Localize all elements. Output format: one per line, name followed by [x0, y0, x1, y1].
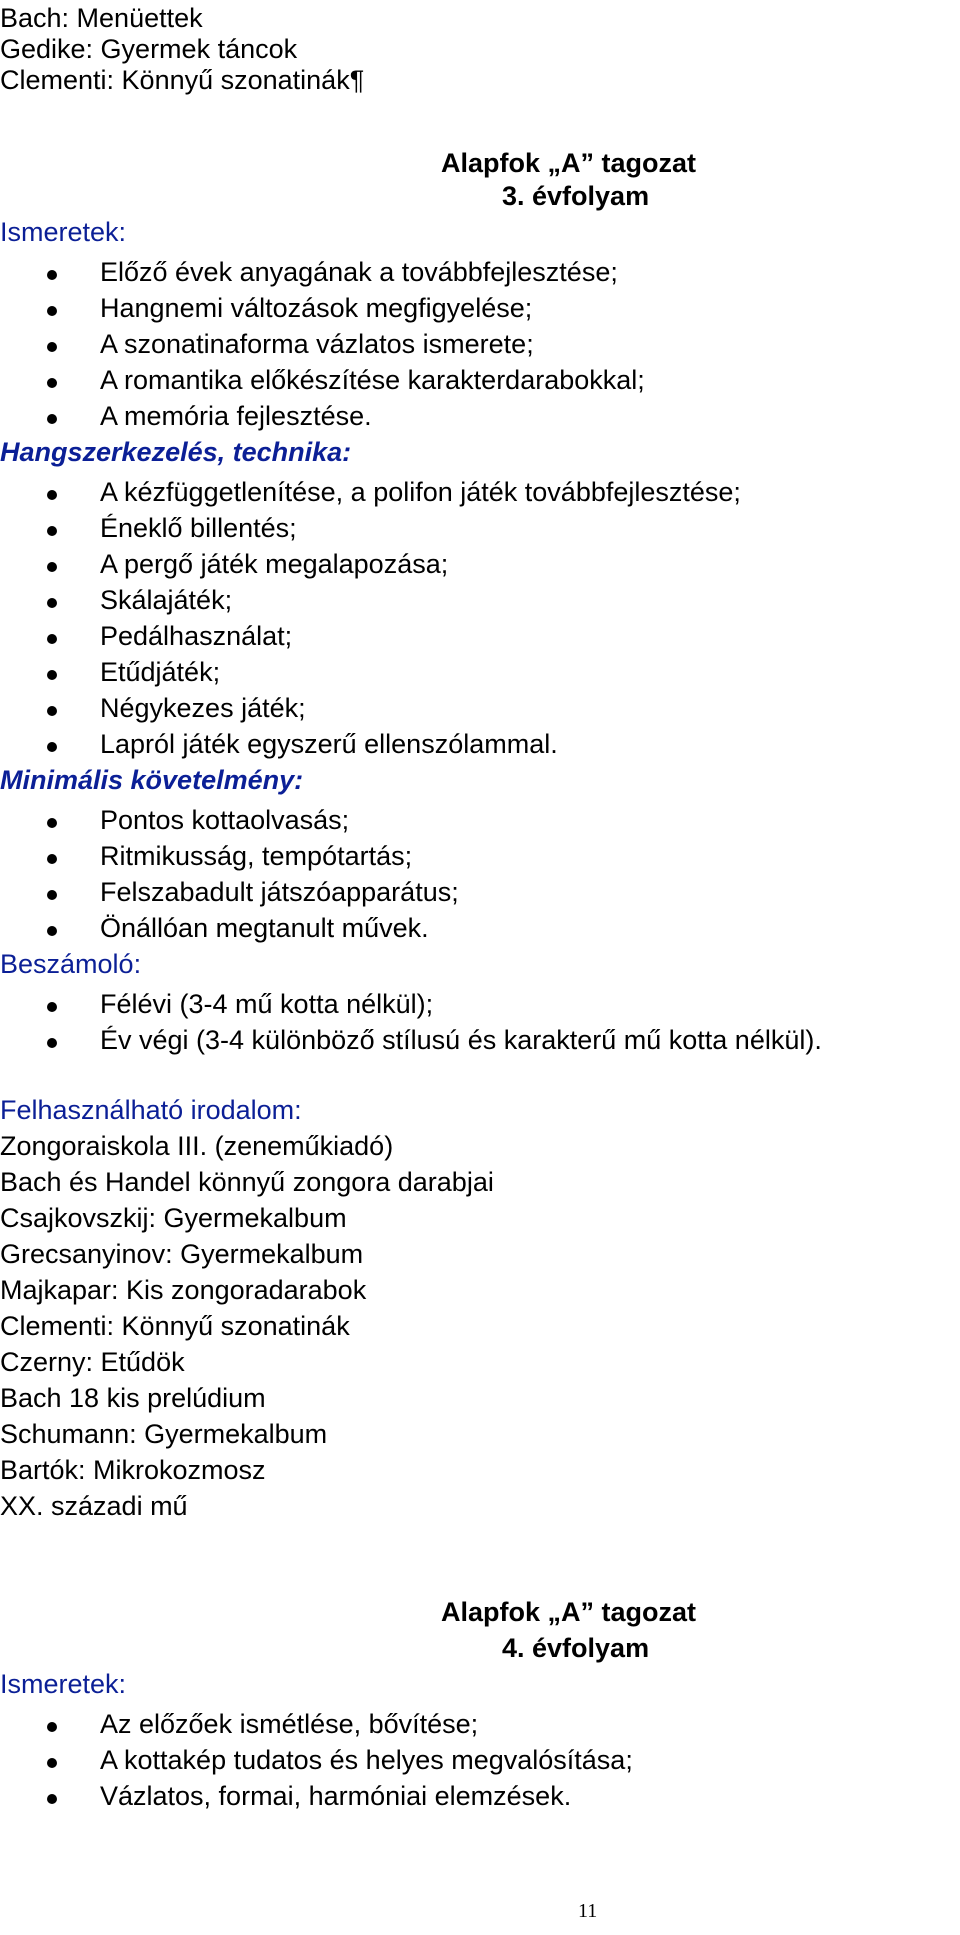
literature-item: XX. századi mű [0, 1491, 188, 1521]
beszamolo-heading: Beszámoló: [0, 949, 142, 979]
section-year: 4. évfolyam [502, 1633, 650, 1663]
repertoire-line: Bach: Menüettek [0, 3, 203, 33]
list-item-text: Ritmikusság, tempótartás; [100, 841, 413, 871]
bullet-icon [47, 1758, 57, 1768]
bullet-icon [47, 854, 57, 864]
literature-item: Czerny: Etűdök [0, 1347, 185, 1377]
bullet-icon [47, 1002, 57, 1012]
literature-item: Bach 18 kis prelúdium [0, 1383, 266, 1413]
literature-item: Clementi: Könnyű szonatinák [0, 1311, 350, 1341]
list-item-text: Pedálhasználat; [100, 621, 293, 651]
list-item-text: Az előzőek ismétlése, bővítése; [100, 1709, 479, 1739]
list-item-text: Négykezes játék; [100, 693, 306, 723]
bullet-icon [47, 526, 57, 536]
bullet-icon [47, 1722, 57, 1732]
list-item-text: Éneklő billentés; [100, 513, 297, 543]
bullet-icon [47, 1794, 57, 1804]
list-item-text: Felszabadult játszóapparátus; [100, 877, 459, 907]
list-item-text: Előző évek anyagának a továbbfejlesztése; [100, 257, 618, 287]
bullet-icon [47, 890, 57, 900]
list-item-text: Lapról játék egyszerű ellenszólammal. [100, 729, 558, 759]
list-item-text: A szonatinaforma vázlatos ismerete; [100, 329, 534, 359]
literature-item: Majkapar: Kis zongoradarabok [0, 1275, 367, 1305]
technika-heading: Hangszerkezelés, technika: [0, 437, 352, 467]
repertoire-line: Clementi: Könnyű szonatinák¶ [0, 65, 365, 95]
list-item-text: Önállóan megtanult művek. [100, 913, 429, 943]
bullet-icon [47, 1038, 57, 1048]
bullet-icon [47, 818, 57, 828]
list-item-text: Félévi (3-4 mű kotta nélkül); [100, 989, 434, 1019]
ismeretek-heading: Ismeretek: [0, 217, 127, 247]
bullet-icon [47, 562, 57, 572]
bullet-icon [47, 634, 57, 644]
bullet-icon [47, 270, 57, 280]
literature-item: Schumann: Gyermekalbum [0, 1419, 328, 1449]
repertoire-line: Gedike: Gyermek táncok [0, 34, 298, 64]
bullet-icon [47, 670, 57, 680]
bullet-icon [47, 926, 57, 936]
literature-item: Bach és Handel könnyű zongora darabjai [0, 1167, 494, 1197]
literature-item: Zongoraiskola III. (zeneműkiadó) [0, 1131, 394, 1161]
literature-item: Grecsanyinov: Gyermekalbum [0, 1239, 364, 1269]
list-item-text: Etűdjáték; [100, 657, 221, 687]
list-item-text: Hangnemi változások megfigyelése; [100, 293, 533, 323]
list-item-text: Vázlatos, formai, harmóniai elemzések. [100, 1781, 572, 1811]
minimalis-heading: Minimális követelmény: [0, 765, 304, 795]
literature-item: Bartók: Mikrokozmosz [0, 1455, 266, 1485]
bullet-icon [47, 378, 57, 388]
bullet-icon [47, 342, 57, 352]
bullet-icon [47, 490, 57, 500]
section-title: Alapfok „A” tagozat [441, 1597, 697, 1627]
bullet-icon [47, 706, 57, 716]
list-item-text: A romantika előkészítése karakterdarabokkal; [100, 365, 645, 395]
list-item-text: A pergő játék megalapozása; [100, 549, 449, 579]
bullet-icon [47, 742, 57, 752]
bullet-icon [47, 414, 57, 424]
list-item-text: Pontos kottaolvasás; [100, 805, 350, 835]
irodalom-heading: Felhasználható irodalom: [0, 1095, 302, 1125]
bullet-icon [47, 306, 57, 316]
list-item-text: A kottakép tudatos és helyes megvalósítása; [100, 1745, 633, 1775]
ismeretek-heading: Ismeretek: [0, 1669, 127, 1699]
page-number: 11 [578, 1900, 598, 1922]
literature-item: Csajkovszkij: Gyermekalbum [0, 1203, 347, 1233]
list-item-text: Év végi (3-4 különböző stílusú és karakterű mű kotta nélkül). [100, 1025, 822, 1055]
list-item-text: A kézfüggetlenítése, a polifon játék továbbfejlesztése; [100, 477, 741, 507]
section-title: Alapfok „A” tagozat [441, 148, 697, 178]
list-item-text: Skálajáték; [100, 585, 233, 615]
list-item-text: A memória fejlesztése. [100, 401, 372, 431]
bullet-icon [47, 598, 57, 608]
section-year: 3. évfolyam [502, 181, 650, 211]
